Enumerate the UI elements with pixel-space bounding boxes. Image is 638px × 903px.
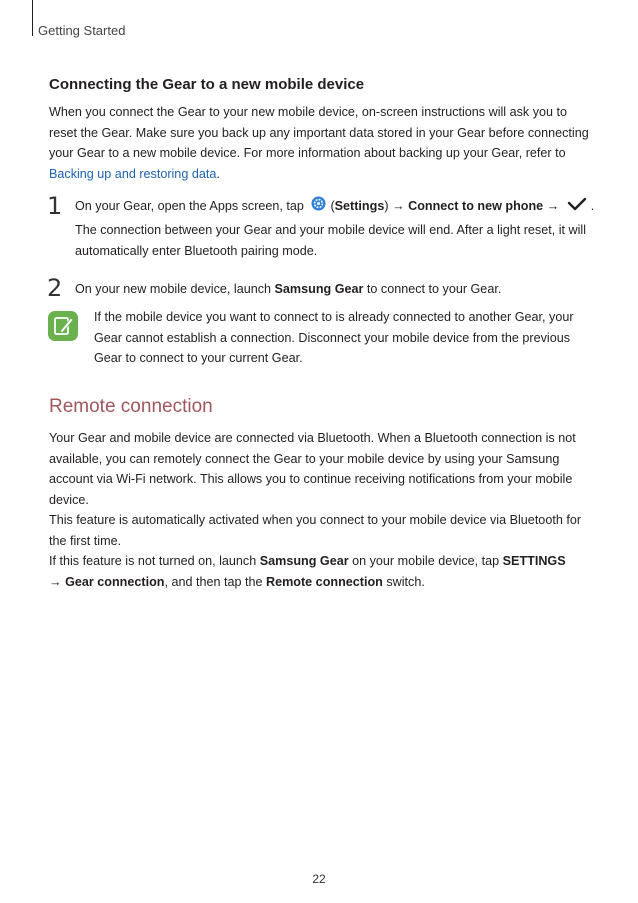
step-1-detail: The connection between your Gear and your mobile device will end. After a light reset, it will automatically enter Bluetooth pairing mode.: [75, 223, 587, 258]
section-title-remote-connection: Remote connection: [49, 396, 213, 417]
step-1-text: On your Gear, open the Apps screen, tap (Settings) → Connect to new phone → .: [75, 196, 595, 218]
step-1-number: 1: [47, 192, 63, 220]
section-title-connecting: Connecting the Gear to a new mobile device: [49, 76, 365, 93]
remote-paragraph-2: This feature is automatically activated when you connect to your mobile device via Bluetooth for the first time.: [49, 513, 582, 548]
step-2-text: On your new mobile device, launch Samsung Gear to connect to your Gear.: [75, 282, 502, 296]
remote-paragraph-3: If this feature is not turned on, launch Samsung Gear on your mobile device, tap SETTINGS → Gear connection, and then tap the Remote connection switch.: [49, 554, 566, 589]
settings-icon: [311, 196, 326, 218]
intro-paragraph: [49, 102, 594, 184]
header-rule: [32, 0, 33, 36]
checkmark-icon: [567, 197, 587, 218]
page-header-title: Getting Started: [38, 23, 126, 38]
step-2-number: 2: [47, 274, 63, 302]
page-number: 22: [312, 872, 326, 886]
pencil-note-icon: [48, 311, 78, 341]
remote-paragraph-1: Your Gear and mobile device are connected via Bluetooth. When a Bluetooth connection is not available, you can remotely connect the Gear to your mobile device by using your Samsung account via Wi-Fi network. This allows you to continue receiving notifications from your mobile device.: [49, 431, 576, 507]
settings-tab-label: SETTINGS: [502, 554, 566, 568]
connect-new-phone-label: Connect to new phone: [408, 199, 544, 214]
intro-end: .: [216, 166, 220, 181]
samsung-gear-app-name: Samsung Gear: [274, 282, 364, 296]
backup-restore-link[interactable]: Backing up and restoring data: [49, 166, 217, 181]
note-text: If the mobile device you want to connect to is already connected to another Gear, your Gear cannot establish a connection. Disconnect your mobile device from the previous Gear to connect to your current Gear.: [94, 310, 574, 365]
intro-text: When you connect the Gear to your new mobile device, on-screen instructions will ask you to reset the Gear. Make sure you back up any important data stored in your Gear before connecting your Gear to a new mobile device. For more information about backing up your Gear, refer to: [49, 105, 589, 160]
gear-connection-label: Gear connection: [65, 574, 165, 589]
remote-connection-switch-label: Remote connection: [266, 574, 383, 589]
settings-label: Settings: [334, 199, 385, 214]
step-1-intro: On your Gear, open the Apps screen, tap: [75, 199, 304, 214]
samsung-gear-app-name-2: Samsung Gear: [259, 554, 349, 568]
